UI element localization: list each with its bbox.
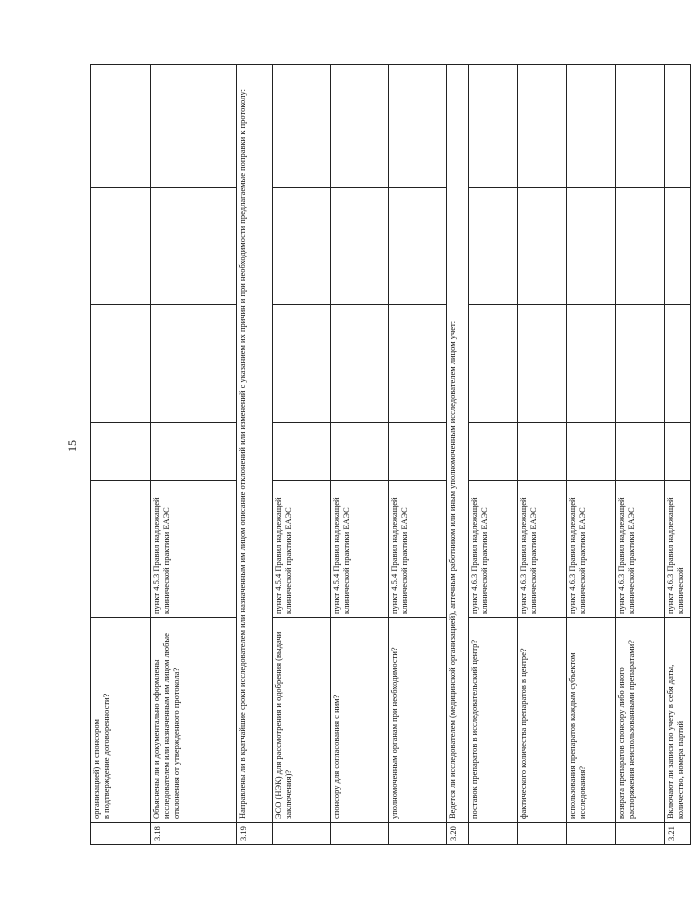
section-header-row (447, 65, 469, 845)
table-row (331, 65, 389, 845)
item-number (518, 823, 567, 845)
answer-cell[interactable] (469, 188, 518, 305)
answer-cell[interactable] (567, 65, 616, 188)
answer-cell[interactable] (567, 188, 616, 305)
reference-cell (91, 481, 151, 618)
question-cell: Объяснены ли и документально оформлены исследователем или назначенным им лицом любые отклонения от утвержденного протокола? (151, 618, 237, 823)
item-number: 3.21 (665, 823, 691, 845)
answer-cell[interactable] (331, 423, 389, 481)
item-number: 3.19 (237, 823, 273, 845)
answer-cell[interactable] (331, 305, 389, 423)
answer-cell[interactable] (389, 65, 447, 188)
answer-cell[interactable] (567, 423, 616, 481)
answer-cell[interactable] (469, 305, 518, 423)
reference-cell: пункт 4.5.4 Правил надлежащей клинической практики ЕАЭС (273, 481, 331, 618)
section-question: Ведется ли исследователем (медицинской организацией), аптечным работником или иным уполномоченным исследователем лицом учет: (447, 65, 469, 823)
reference-cell: пункт 4.6.3 Правил надлежащей клинической практики ЕАЭС (567, 481, 616, 618)
checklist-table (90, 64, 691, 845)
table-body (91, 65, 691, 845)
answer-cell[interactable] (389, 188, 447, 305)
item-number (389, 823, 447, 845)
answer-cell[interactable] (665, 423, 691, 481)
answer-cell[interactable] (151, 65, 237, 188)
reference-cell: пункт 4.6.3 Правил надлежащей клинической (665, 481, 691, 618)
table-row (273, 65, 331, 845)
answer-cell[interactable] (665, 65, 691, 188)
item-number (91, 823, 151, 845)
table-row (151, 65, 237, 845)
table-row (469, 65, 518, 845)
answer-cell[interactable] (91, 65, 151, 188)
answer-cell[interactable] (665, 188, 691, 305)
answer-cell[interactable] (616, 423, 665, 481)
question-cell: спонсору для согласования с ним? (331, 618, 389, 823)
table-row (567, 65, 616, 845)
checklist-table-rotated (90, 65, 685, 845)
answer-cell[interactable] (469, 65, 518, 188)
answer-cell[interactable] (518, 188, 567, 305)
answer-cell[interactable] (389, 423, 447, 481)
answer-cell[interactable] (151, 423, 237, 481)
table-row (616, 65, 665, 845)
reference-cell: пункт 4.6.3 Правил надлежащей клинической практики ЕАЭС (469, 481, 518, 618)
reference-cell: пункт 4.6.3 Правил надлежащей клинической практики ЕАЭС (616, 481, 665, 618)
answer-cell[interactable] (91, 305, 151, 423)
item-number (567, 823, 616, 845)
answer-cell[interactable] (616, 188, 665, 305)
section-header-row (237, 65, 273, 845)
answer-cell[interactable] (665, 305, 691, 423)
item-number: 3.18 (151, 823, 237, 845)
question-cell: ЭСО (НЭК) для рассмотрения и одобрения (выдачи заключения)? (273, 618, 331, 823)
answer-cell[interactable] (151, 188, 237, 305)
answer-cell[interactable] (616, 65, 665, 188)
table-row (389, 65, 447, 845)
item-number: 3.20 (447, 823, 469, 845)
reference-cell: пункт 4.5.3 Правил надлежащей клинической практики ЕАЭС (151, 481, 237, 618)
page-number: 15 (65, 440, 79, 452)
item-number (469, 823, 518, 845)
answer-cell[interactable] (469, 423, 518, 481)
answer-cell[interactable] (91, 188, 151, 305)
section-question: Направлены ли в кратчайшие сроки исследователем или назначенным им лицом описание отклонений или изменений с указанием их причин и при необходимости предлагаемые поправки к протоколу: (237, 65, 273, 823)
item-number (273, 823, 331, 845)
table-row (91, 65, 151, 845)
reference-cell: пункт 4.5.4 Правил надлежащей клинической практики ЕАЭС (331, 481, 389, 618)
answer-cell[interactable] (389, 305, 447, 423)
answer-cell[interactable] (273, 305, 331, 423)
item-number (616, 823, 665, 845)
answer-cell[interactable] (331, 65, 389, 188)
answer-cell[interactable] (151, 305, 237, 423)
table-row (518, 65, 567, 845)
answer-cell[interactable] (331, 188, 389, 305)
reference-cell: пункт 4.5.4 Правил надлежащей клинической практики ЕАЭС (389, 481, 447, 618)
answer-cell[interactable] (616, 305, 665, 423)
reference-cell: пункт 4.6.3 Правил надлежащей клинической практики ЕАЭС (518, 481, 567, 618)
question-cell: возврата препаратов спонсору либо иного распоряжения неиспользованными препаратами? (616, 618, 665, 823)
answer-cell[interactable] (273, 65, 331, 188)
table-row (665, 65, 691, 845)
item-number (331, 823, 389, 845)
answer-cell[interactable] (273, 423, 331, 481)
question-cell: организацией) и спонсором в подтверждение договоренности? (91, 618, 151, 823)
answer-cell[interactable] (91, 423, 151, 481)
answer-cell[interactable] (567, 305, 616, 423)
answer-cell[interactable] (518, 305, 567, 423)
answer-cell[interactable] (273, 188, 331, 305)
question-cell: поставок препаратов в исследовательский центр? (469, 618, 518, 823)
question-cell: фактического количества препаратов в центре? (518, 618, 567, 823)
answer-cell[interactable] (518, 65, 567, 188)
answer-cell[interactable] (518, 423, 567, 481)
question-cell: использования препаратов каждым субъектом исследования? (567, 618, 616, 823)
question-cell: уполномоченным органам при необходимости? (389, 618, 447, 823)
question-cell: Включают ли записи по учету в себя даты, количество, номера партий (665, 618, 691, 823)
